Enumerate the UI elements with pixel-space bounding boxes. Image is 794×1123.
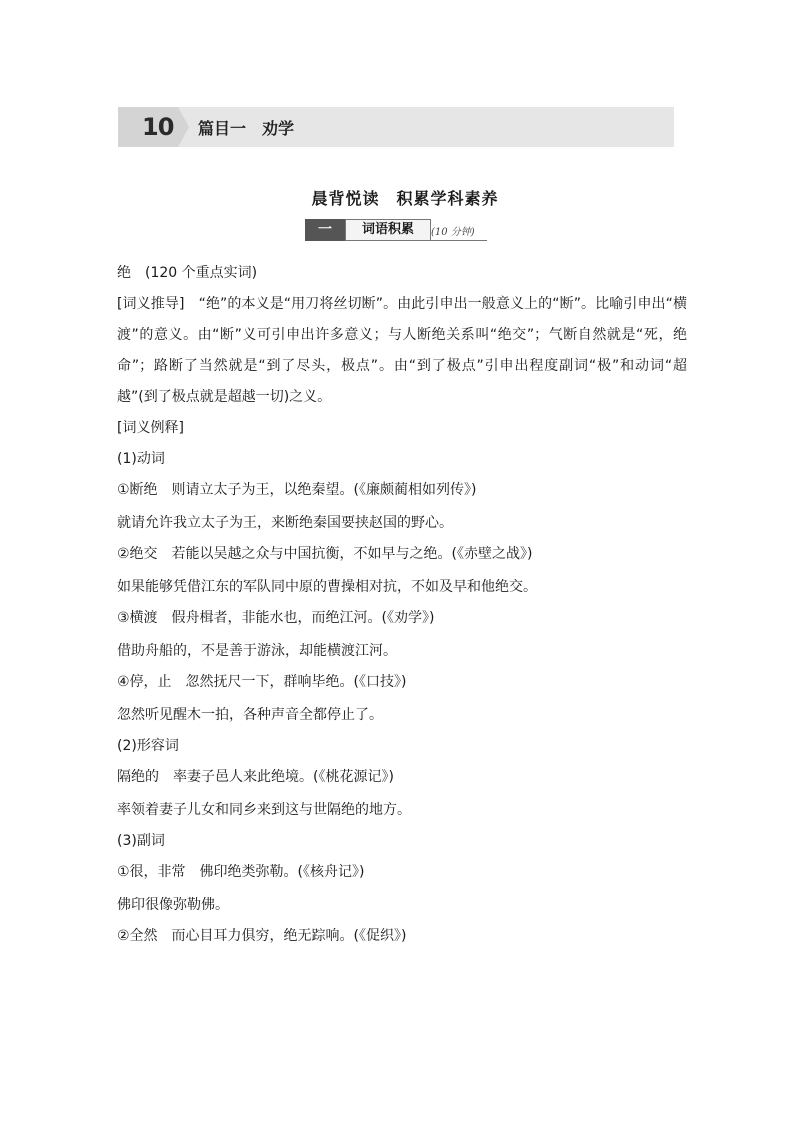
tag-label: 词语积累 bbox=[345, 219, 431, 241]
chapter-number: 10 bbox=[142, 113, 174, 141]
chapter-banner bbox=[118, 107, 674, 147]
tag-underline bbox=[345, 240, 487, 241]
example-line: ②绝交 若能以吴越之众与中国抗衡，不如早与之绝。(《赤壁之战》) bbox=[117, 546, 533, 562]
translation-line: 如果能够凭借江东的军队同中原的曹操相对抗，不如及早和他绝交。 bbox=[117, 579, 537, 595]
section-heading: 晨背悦读 积累学科素养 bbox=[311, 189, 499, 208]
chevron-right-icon bbox=[178, 107, 189, 147]
examples-header: [词义例释] bbox=[117, 420, 184, 436]
example-line: ②全然 而心目耳力俱穷，绝无踪响。(《促织》) bbox=[117, 928, 407, 944]
inference-paragraph: [词义推导] “绝”的本义是“用刀将丝切断”。由此引申出一般意义上的“断”。比喻引申出“横渡”的意义。由“断”义可引申出许多意义；与人断绝关系叫“绝交”；气断自然就是“死，绝命”；路断了当然就是“到了尽头，极点”。由“到了极点”引申出程度副词“极”和动词“超越”(到了极点就是超越一切)之义。 bbox=[117, 296, 687, 405]
translation-line: 佛印很像弥勒佛。 bbox=[117, 897, 229, 913]
translation-line: 忽然听见醒木一拍，各种声音全都停止了。 bbox=[117, 707, 383, 723]
chapter-number-box bbox=[118, 107, 178, 147]
translation-line: 率领着妻子儿女和同乡来到这与世隔绝的地方。 bbox=[117, 802, 411, 818]
tag-time: (10 分钟) bbox=[431, 227, 475, 238]
section-tag bbox=[305, 219, 487, 241]
verb-header: (1)动词 bbox=[117, 451, 165, 467]
example-line: ③横渡 假舟楫者，非能水也，而绝江河。(《劝学》) bbox=[117, 610, 435, 626]
example-line: 隔绝的 率妻子邑人来此绝境。(《桃花源记》) bbox=[117, 769, 394, 785]
tag-number: 一 bbox=[305, 219, 345, 241]
adverb-header: (3)副词 bbox=[117, 833, 165, 849]
translation-line: 就请允许我立太子为王，来断绝秦国要挟赵国的野心。 bbox=[117, 515, 453, 531]
adjective-header: (2)形容词 bbox=[117, 738, 179, 754]
translation-line: 借助舟船的，不是善于游泳，却能横渡江河。 bbox=[117, 643, 397, 659]
chapter-title: 篇目一 劝学 bbox=[198, 119, 295, 138]
example-line: ①很，非常 佛印绝类弥勒。(《核舟记》) bbox=[117, 864, 365, 880]
word-line: 绝 (120 个重点实词) bbox=[117, 265, 258, 281]
example-line: ④停，止 忽然抚尺一下，群响毕绝。(《口技》) bbox=[117, 674, 407, 690]
example-line: ①断绝 则请立太子为王，以绝秦望。(《廉颇蔺相如列传》) bbox=[117, 482, 477, 498]
content-body bbox=[117, 258, 687, 952]
